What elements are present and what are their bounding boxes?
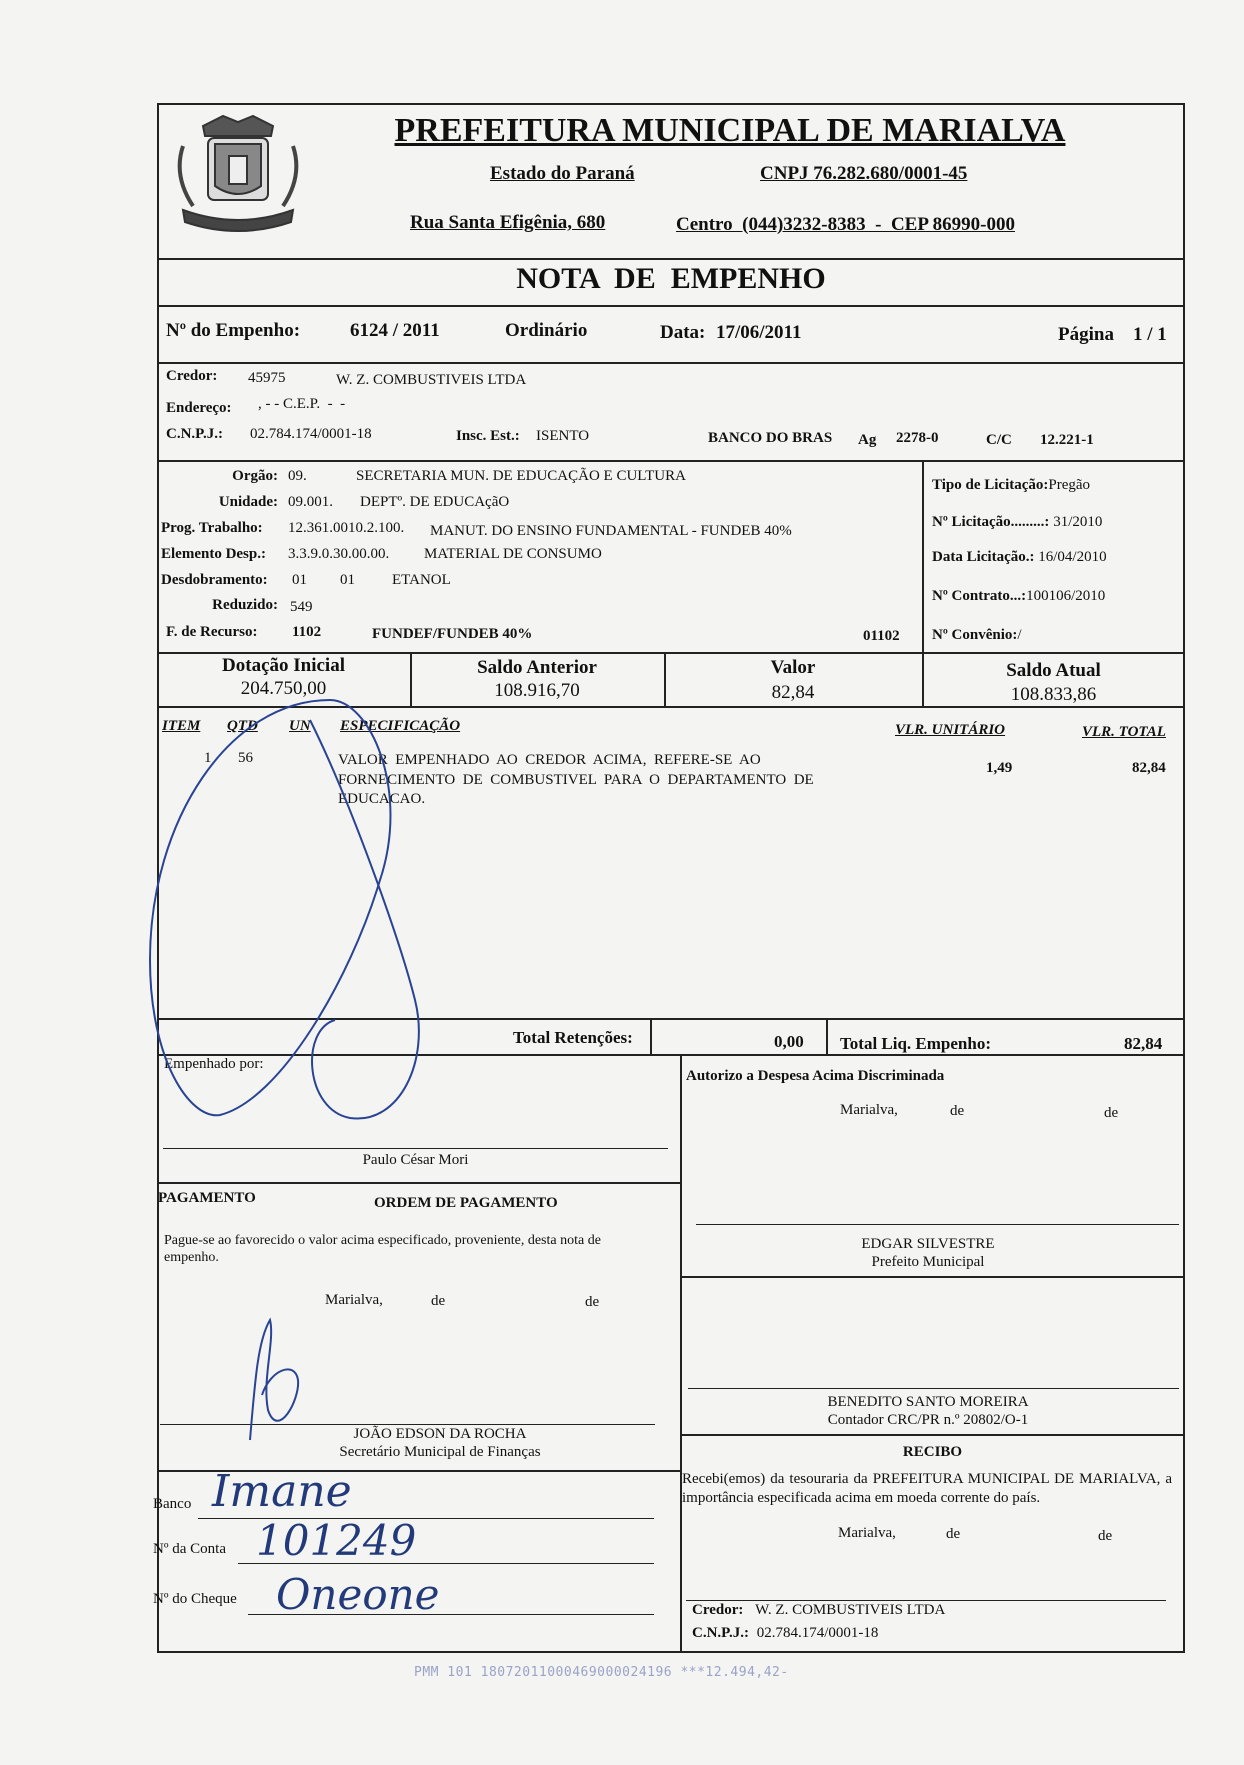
conta-label: Nº da Conta <box>153 1541 226 1557</box>
licitacao-convenio-value: / <box>1017 627 1022 643</box>
header-title: PREFEITURA MUNICIPAL DE MARIALVA <box>394 112 1066 149</box>
desdob-code1: 01 <box>292 572 307 588</box>
recibo-cnpj-value: 02.784.174/0001-18 <box>756 1625 879 1641</box>
recibo-cnpj-label: C.N.P.J.: <box>692 1625 749 1641</box>
cnpj-value: 02.784.174/0001-18 <box>250 426 372 442</box>
footer-stamp: PMM 101 18072011000469000024196 ***12.494,42- <box>414 1665 789 1680</box>
item-unit-value: 1,49 <box>986 760 1013 776</box>
item-total-value: 82,84 <box>1132 760 1166 776</box>
autorizo-label: Autorizo a Despesa Acima Discriminada <box>686 1068 945 1084</box>
valor-value: 82,84 <box>771 682 815 703</box>
header-cnpj: CNPJ 76.282.680/0001-45 <box>760 163 968 184</box>
col-spec: ESPECIFICAÇÃO <box>340 718 461 734</box>
licitacao-contrato-value: 100106/2010 <box>1026 588 1106 604</box>
orgao-code: 09. <box>288 468 307 484</box>
licitacao-data-label: Data Licitação.: <box>932 549 1035 565</box>
col-total: VLR. TOTAL <box>1082 724 1166 740</box>
empenhado-name: Paulo César Mori <box>362 1152 469 1168</box>
prog-code: 12.361.0010.2.100. <box>288 520 405 536</box>
desdob-code2: 01 <box>340 572 355 588</box>
pagamento-signer: JOÃO EDSON DA ROCHA <box>353 1426 527 1442</box>
header-state: Estado do Paraná <box>490 163 635 184</box>
saldo-atual-value: 108.833,86 <box>1010 684 1097 705</box>
item-spec-line2: FORNECIMENTO DE COMBUSTIVEL PARA O DEPARTAMENTO DE <box>338 772 814 788</box>
bank-name: BANCO DO BRAS <box>708 430 833 446</box>
credor-name: W. Z. COMBUSTIVEIS LTDA <box>336 372 527 388</box>
reduzido-label: Reduzido: <box>212 597 278 613</box>
pagamento-de2: de <box>585 1294 600 1310</box>
orgao-label: Orgão: <box>232 468 278 484</box>
licitacao-tipo-label: Tipo de Licitação: <box>932 477 1049 493</box>
recurso-label: F. de Recurso: <box>166 624 258 640</box>
desdob-label: Desdobramento: <box>161 572 268 588</box>
banco-handwritten: Imane <box>212 1466 352 1517</box>
licitacao-convenio-label: Nº Convênio: <box>932 627 1018 643</box>
empenho-type: Ordinário <box>505 320 588 341</box>
autorizo-de1: de <box>950 1103 965 1119</box>
pagamento-city: Marialva, <box>325 1292 383 1308</box>
bank-cc: 12.221-1 <box>1040 432 1094 448</box>
licitacao-tipo-value: Pregão <box>1048 477 1091 493</box>
autorizo-signer-role: Prefeito Municipal <box>871 1254 985 1270</box>
contador-name: BENEDITO SANTO MOREIRA <box>827 1394 1029 1410</box>
insc-label: Insc. Est.: <box>456 428 520 444</box>
empenho-date: 17/06/2011 <box>716 322 802 343</box>
address-label: Endereço: <box>166 400 232 416</box>
elemento-label: Elemento Desp.: <box>161 546 266 562</box>
item-qtd: 56 <box>238 750 253 766</box>
header-district-phone: Centro (044)3232-8383 - CEP 86990-000 <box>676 214 1015 235</box>
autorizo-de2: de <box>1104 1105 1119 1121</box>
recibo-credor-label: Credor: <box>692 1602 744 1618</box>
ordem-label: ORDEM DE PAGAMENTO <box>374 1195 558 1211</box>
recibo-label: RECIBO <box>902 1444 963 1460</box>
recurso-code: 1102 <box>292 624 322 640</box>
retencoes-label: Total Retenções: <box>513 1028 633 1047</box>
unidade-label: Unidade: <box>218 494 278 510</box>
desdob-value: ETANOL <box>392 572 451 588</box>
empenho-date-label: Data: <box>660 322 706 343</box>
cheque-handwritten: Oneone <box>276 1570 440 1619</box>
liq-label: Total Liq. Empenho: <box>840 1034 991 1053</box>
bank-ag-label: Ag <box>858 432 877 448</box>
credor-code: 45975 <box>248 370 286 386</box>
page-label: Página <box>1058 324 1114 345</box>
empenhado-label: Empenhado por: <box>164 1056 264 1072</box>
unidade-code: 09.001. <box>288 494 333 510</box>
liq-value: 82,84 <box>1124 1034 1163 1053</box>
autorizo-signer: EDGAR SILVESTRE <box>861 1236 995 1252</box>
saldo-atual-label: Saldo Atual <box>1006 660 1101 681</box>
prog-value: MANUT. DO ENSINO FUNDAMENTAL - FUNDEB 40% <box>430 523 792 539</box>
orgao-value: SECRETARIA MUN. DE EDUCAÇÃO E CULTURA <box>356 468 686 484</box>
saldo-anterior-value: 108.916,70 <box>494 680 580 701</box>
cheque-label: Nº do Cheque <box>153 1591 237 1607</box>
page-number: 1 / 1 <box>1133 324 1167 345</box>
address-value: , - - C.E.P. - - <box>258 396 346 412</box>
pagamento-text: Pague-se ao favorecido o valor acima especificado, proveniente, desta nota de empenho. <box>164 1233 601 1265</box>
recibo-credor-value: W. Z. COMBUSTIVEIS LTDA <box>755 1602 946 1618</box>
pagamento-label: PAGAMENTO <box>158 1190 256 1206</box>
prog-label: Prog. Trabalho: <box>161 520 263 536</box>
recibo-text: Recebi(emos) da tesouraria da PREFEITURA MUNICIPAL DE MARIALVA, a importância especificada acima em moeda corrente do país. <box>682 1471 1172 1506</box>
col-qtd: QTD <box>227 718 258 734</box>
dotacao-label: Dotação Inicial <box>222 655 345 676</box>
pagamento-signer-role: Secretário Municipal de Finanças <box>339 1444 541 1460</box>
autorizo-city: Marialva, <box>840 1102 898 1118</box>
col-un: UN <box>289 718 311 734</box>
unidade-value: DEPTº. DE EDUCAçãO <box>360 494 510 510</box>
licitacao-num-label: Nº Licitação.........: <box>932 514 1050 530</box>
recurso-code2: 01102 <box>863 628 900 644</box>
col-unit: VLR. UNITÁRIO <box>895 722 1006 738</box>
elemento-code: 3.3.9.0.30.00.00. <box>288 546 390 562</box>
header-address: Rua Santa Efigênia, 680 <box>410 212 606 233</box>
ink-loop-middle <box>310 720 419 1119</box>
recibo-de1: de <box>946 1526 961 1542</box>
elemento-value: MATERIAL DE CONSUMO <box>424 546 602 562</box>
conta-handwritten: 101249 <box>256 1516 417 1565</box>
saldo-anterior-label: Saldo Anterior <box>477 657 597 678</box>
recibo-de2: de <box>1098 1528 1113 1544</box>
reduzido-value: 549 <box>290 599 313 615</box>
retencoes-value: 0,00 <box>774 1032 804 1051</box>
ink-loop-left <box>150 700 390 1115</box>
pagamento-de1: de <box>431 1293 446 1309</box>
licitacao-num-value: 31/2010 <box>1053 514 1103 530</box>
contador-role: Contador CRC/PR n.º 20802/O-1 <box>827 1412 1029 1428</box>
recibo-city: Marialva, <box>838 1525 896 1541</box>
credor-label: Credor: <box>166 368 218 384</box>
licitacao-contrato-label: Nº Contrato...: <box>932 588 1027 604</box>
banco-label: Banco <box>153 1496 192 1512</box>
col-item: ITEM <box>162 718 201 734</box>
recurso-value: FUNDEF/FUNDEB 40% <box>372 626 533 642</box>
valor-label: Valor <box>770 657 816 678</box>
empenho-number-label: Nº do Empenho: <box>166 320 301 341</box>
item-spec-line1: VALOR EMPENHADO AO CREDOR ACIMA, REFERE-SE AO <box>338 752 761 768</box>
item-spec-line3: EDUCACAO. <box>338 791 426 807</box>
cnpj-label: C.N.P.J.: <box>166 426 223 442</box>
bank-ag: 2278-0 <box>896 430 939 446</box>
dotacao-value: 204.750,00 <box>240 678 327 699</box>
empenho-number: 6124 / 2011 <box>350 320 440 341</box>
insc-value: ISENTO <box>536 428 590 444</box>
doc-title: NOTA DE EMPENHO <box>516 262 826 295</box>
licitacao-data-value: 16/04/2010 <box>1038 549 1107 565</box>
item-number: 1 <box>204 750 212 766</box>
bank-cc-label: C/C <box>986 432 1012 448</box>
ink-signature-pagamento <box>250 1320 298 1440</box>
